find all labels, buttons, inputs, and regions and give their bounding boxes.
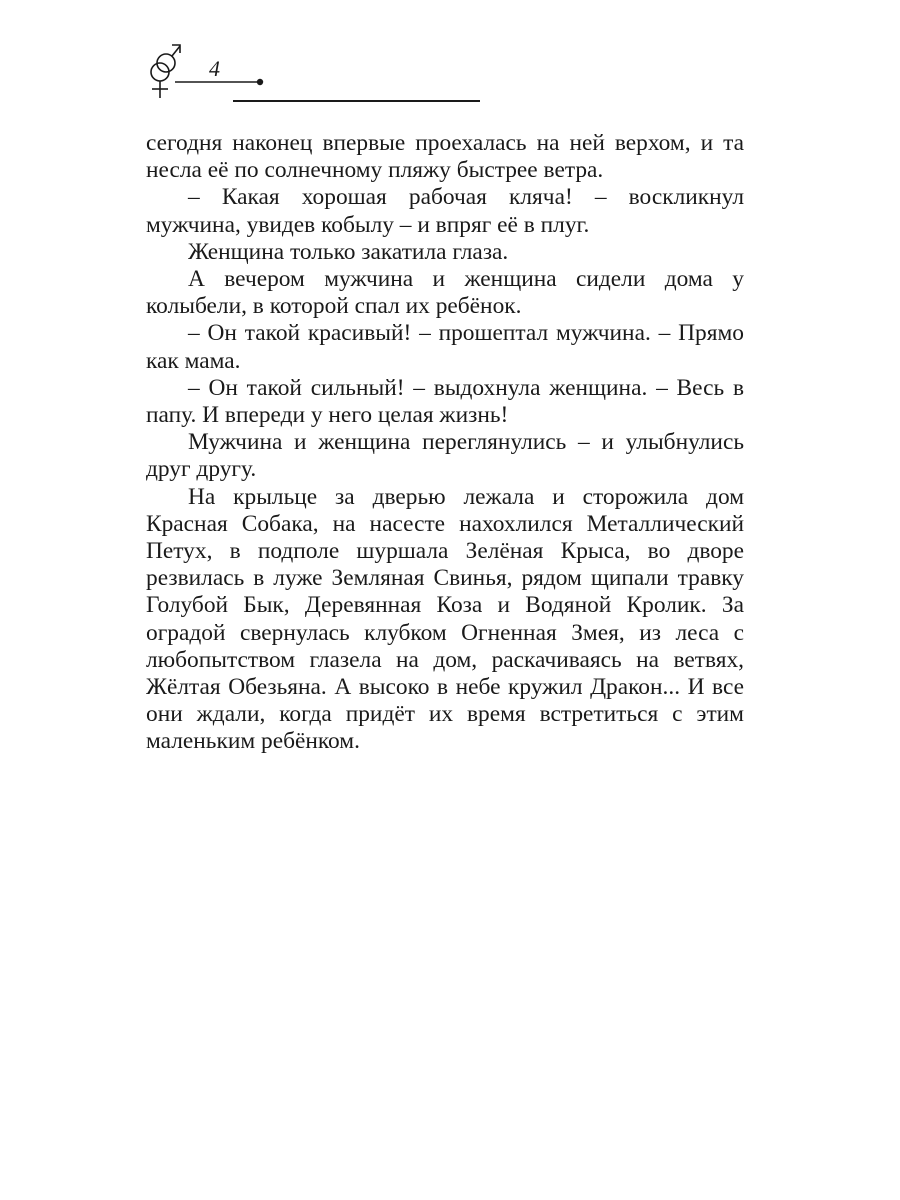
paragraph: На крыльце за дверью лежала и сторожила дом Красная Собака, на насесте нахохлился Металлический Петух, в подполе шуршала Зелёная Крыса, во дворе резвилась в луже Земляная Свинья, рядом щипали травку Голубой Бык, Деревянная Коза и Водяной Кролик. За оградой свернулась клубком Огненная Змея, из леса с любопытством глазела на дом, раскачиваясь на ветвях, Жёлтая Обезьяна. А высоко в небе кружил Дракон... И все они ждали, когда придёт их время встретиться с этим маленьким ребёнком. (146, 483, 744, 755)
paragraph: А вечером мужчина и женщина сидели дома у колыбели, в которой спал их ребёнок. (146, 266, 744, 320)
page-header (140, 38, 500, 108)
male-female-symbol-icon (140, 38, 500, 108)
page-number: 4 (209, 56, 220, 81)
paragraph: Женщина только закатила глаза. (188, 238, 509, 265)
paragraph: – Он такой красивый! – прошептал мужчина. – Прямо как мама. (146, 320, 744, 374)
paragraph: – Он такой сильный! – выдохнула женщина. – Весь в папу. И впереди у него целая жизнь! (146, 374, 744, 429)
paragraph: – Какая хорошая рабочая кляча! – воскликнул мужчина, увидев кобылу – и впряг её в плуг. (146, 184, 744, 238)
paragraph: Мужчина и женщина переглянулись – и улыбнулись друг другу. (146, 429, 744, 483)
page-body-text (146, 130, 744, 756)
paragraph: сегодня наконец впервые проехалась на ней верхом, и та несла её по солнечному пляжу быстрее ветра. (146, 130, 744, 184)
